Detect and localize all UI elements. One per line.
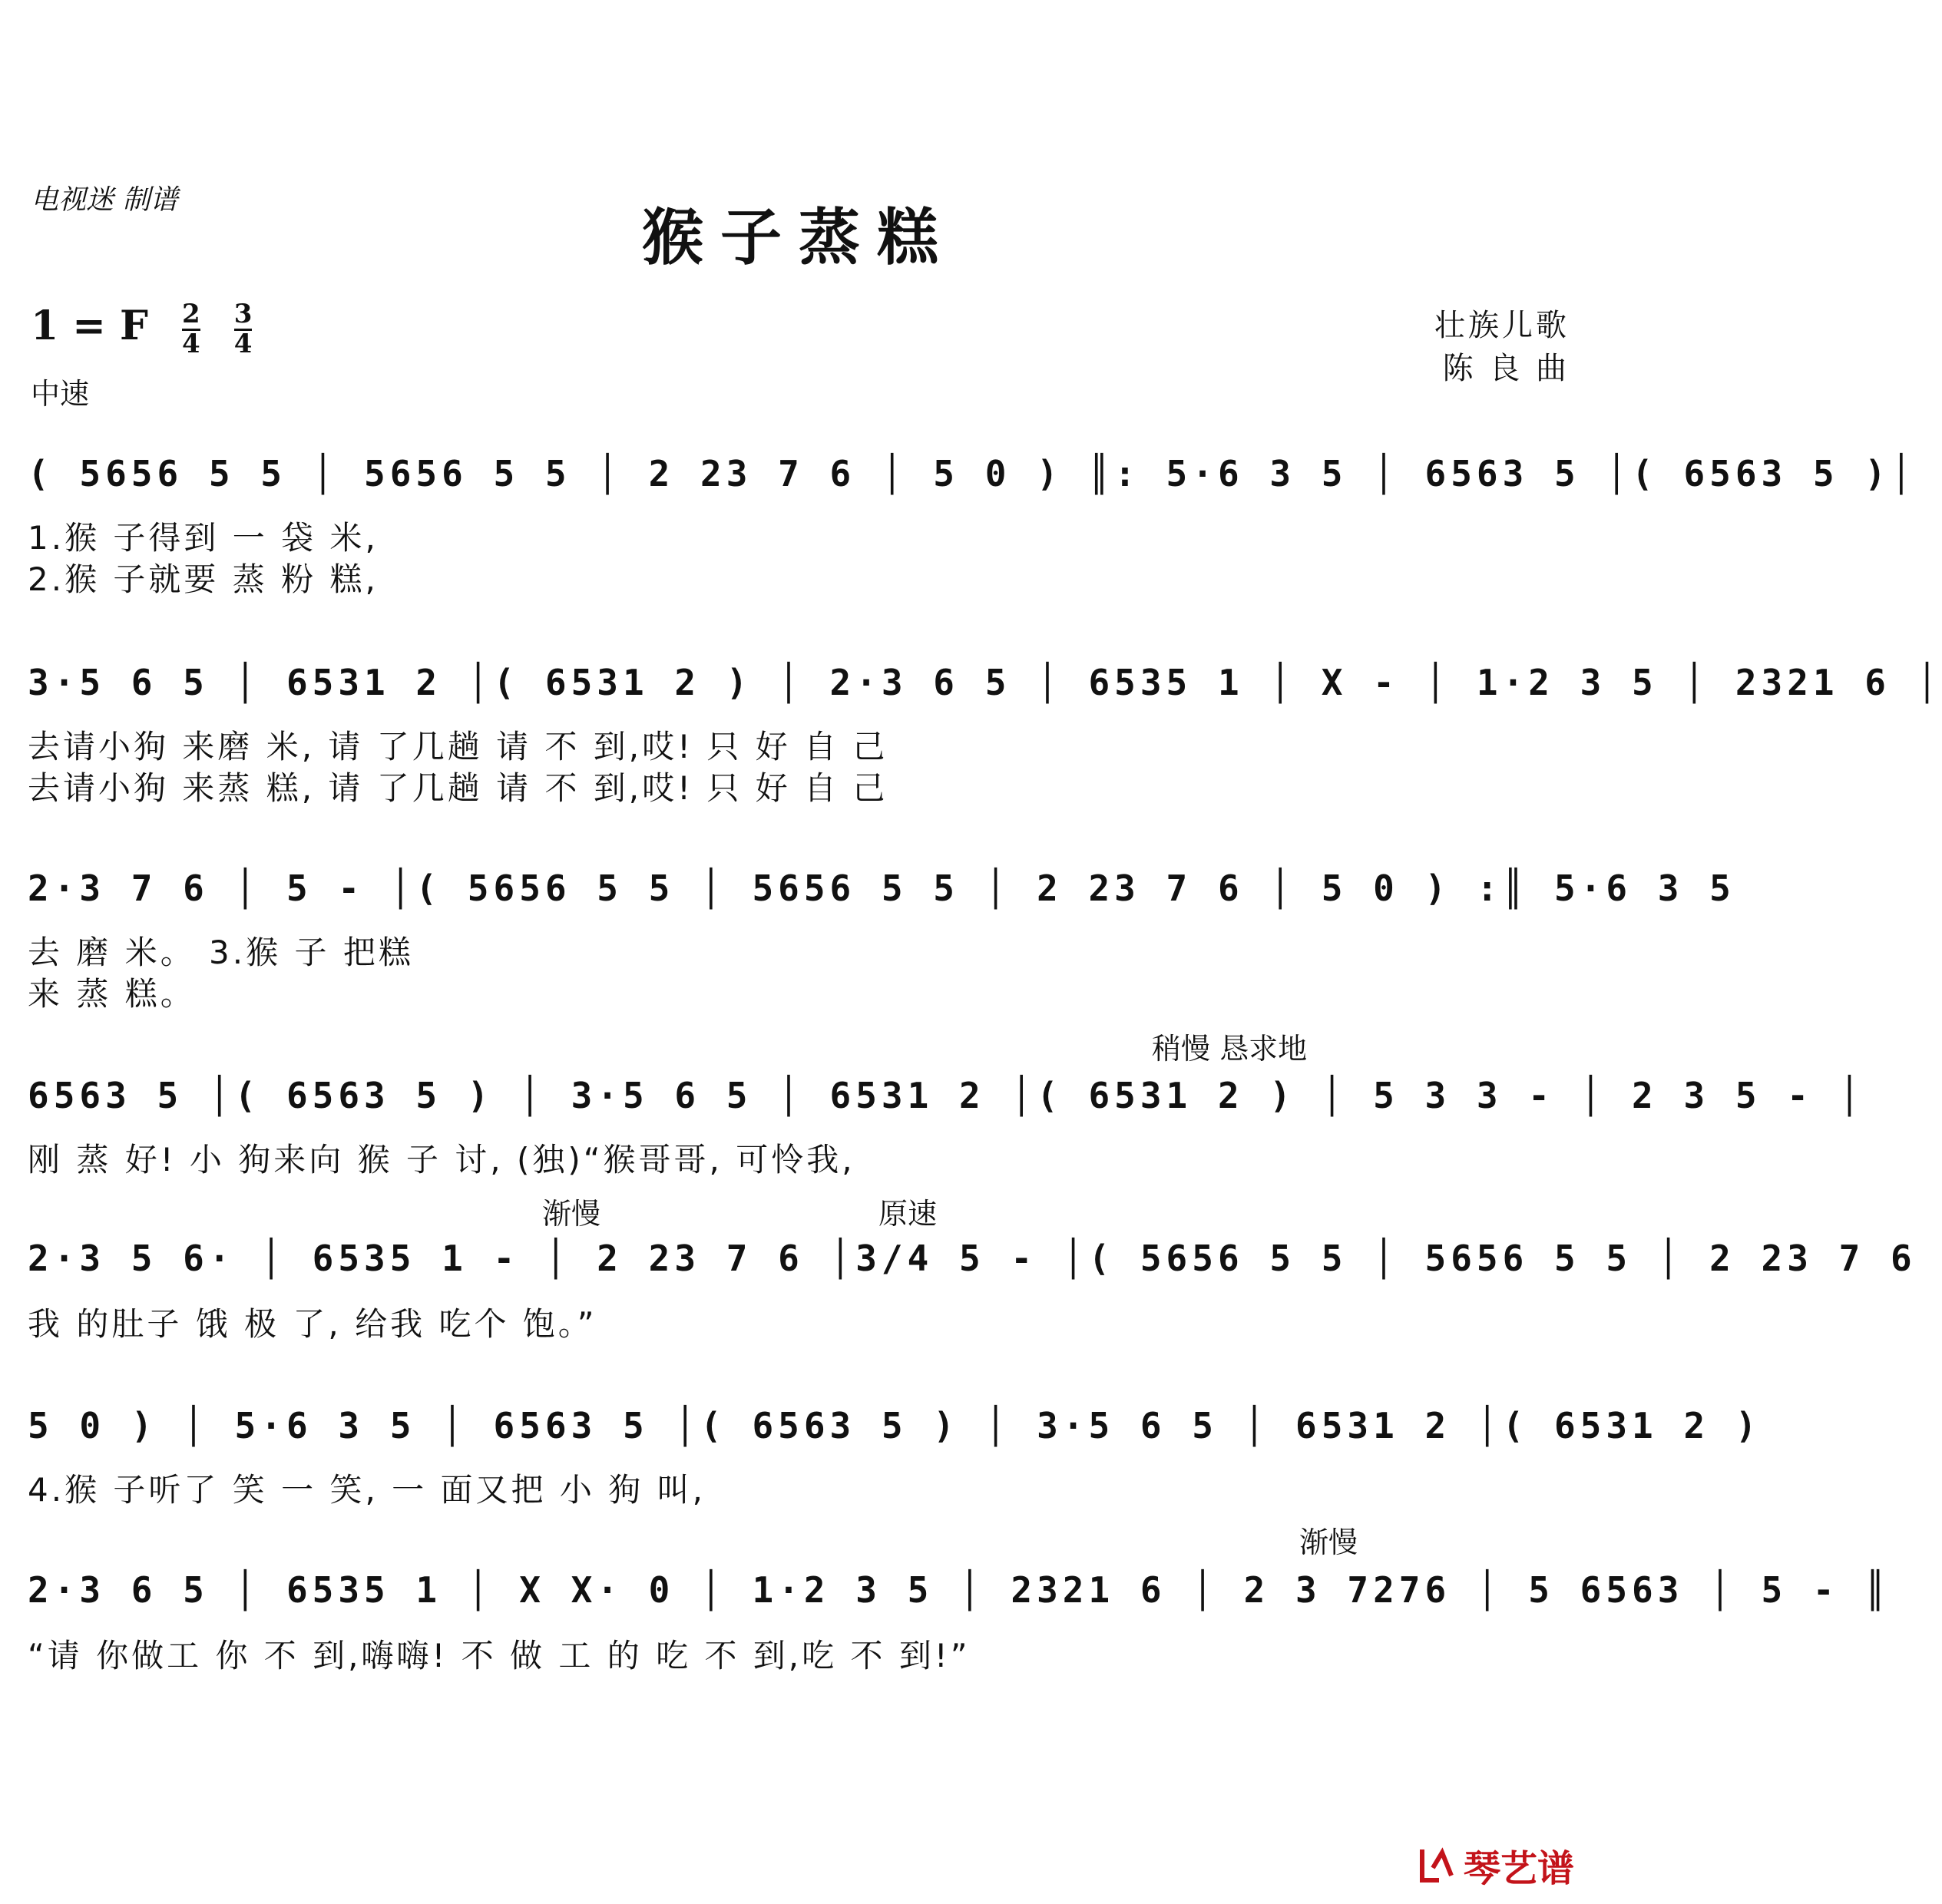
site-logo bbox=[1416, 1839, 1574, 1892]
lyric-line-4: 刚 蒸 好! 小 狗来向 猴 子 讨, (独)“猴哥哥, 可怜我, bbox=[28, 1141, 855, 1178]
lyric-line-3-verse-1: 去 磨 米。 3.猴 子 把糕 bbox=[28, 934, 414, 971]
song-title: 猴子蒸糕 bbox=[642, 201, 955, 273]
music-line-6: 5 0 ) │ 5·6 3 5 │ 6563 5 │( 6563 5 ) │ 3·5 6 5 │ 6531 2 │( 6531 2 ) bbox=[28, 1405, 1762, 1446]
lyricist-credit: 壮族儿歌 bbox=[1434, 308, 1570, 343]
key-label: 1 = F bbox=[31, 302, 148, 349]
lyric-line-5: 我 的肚子 饿 极 了, 给我 吃个 饱。” bbox=[28, 1305, 597, 1343]
lyric-line-1-verse-1: 1.猴 子得到 一 袋 米, bbox=[28, 519, 379, 557]
music-line-2: 3·5 6 5 │ 6531 2 │( 6531 2 ) │ 2·3 6 5 │ 6535 1 │ X - │ 1·2 3 5 │ 2321 6 │ bbox=[28, 662, 1942, 703]
expression-marking-ritardando: 渐慢 bbox=[542, 1197, 601, 1231]
arranger-credit: 电视迷 制谱 bbox=[31, 184, 178, 216]
logo-text: 琴艺谱 bbox=[1463, 1847, 1574, 1890]
time-signature-2-4: $\frac{2}{4}$ bbox=[182, 299, 200, 359]
logo-mark-icon bbox=[1416, 1845, 1457, 1886]
music-line-7: 2·3 6 5 │ 6535 1 │ X X· 0 │ 1·2 3 5 │ 2321 6 │ 2 3 7276 │ 5 6563 │ 5 - ║ bbox=[28, 1569, 1891, 1611]
tempo-marking: 中速 bbox=[31, 377, 90, 411]
music-line-4: 6563 5 │( 6563 5 ) │ 3·5 6 5 │ 6531 2 │( 6531 2 ) │ 5 3 3 - │ 2 3 5 - │ bbox=[28, 1075, 1865, 1116]
lyric-line-6: 4.猴 子听了 笑 一 笑, 一 面又把 小 狗 叫, bbox=[28, 1471, 706, 1509]
expression-marking-a-tempo: 原速 bbox=[878, 1197, 938, 1231]
lyric-line-2-verse-2: 去请小狗 来蒸 糕, 请 了几趟 请 不 到,哎! 只 好 自 己 bbox=[28, 769, 888, 807]
key-signature bbox=[31, 301, 252, 357]
lyric-line-1-verse-2: 2.猴 子就要 蒸 粉 糕, bbox=[28, 560, 379, 598]
composer-credit: 陈 良 曲 bbox=[1442, 351, 1570, 386]
expression-marking-ritardando-end: 渐慢 bbox=[1299, 1526, 1358, 1559]
lyric-line-2-verse-1: 去请小狗 来磨 米, 请 了几趟 请 不 到,哎! 只 好 自 己 bbox=[28, 728, 888, 765]
music-line-5: 2·3 5 6· │ 6535 1 - │ 2 23 7 6 │3/4 5 - │( 5656 5 5 │ 5656 5 5 │ 2 23 7 6 bbox=[28, 1238, 1917, 1279]
expression-marking-slower: 稍慢 恳求地 bbox=[1152, 1032, 1308, 1066]
time-signature-3-4: $\frac{3}{4}$ bbox=[233, 299, 253, 359]
lyric-line-3-verse-2: 来 蒸 糕。 bbox=[28, 975, 196, 1013]
lyric-line-7: “请 你做工 你 不 到,嗨嗨! 不 做 工 的 吃 不 到,吃 不 到!” bbox=[28, 1637, 971, 1674]
music-line-1: ( 5656 5 5 │ 5656 5 5 │ 2 23 7 6 │ 5 0 ) ║: 5·6 3 5 │ 6563 5 │( 6563 5 )│ bbox=[28, 453, 1917, 494]
music-line-3: 2·3 7 6 │ 5 - │( 5656 5 5 │ 5656 5 5 │ 2 23 7 6 │ 5 0 ) :║ 5·6 3 5 bbox=[28, 868, 1735, 909]
